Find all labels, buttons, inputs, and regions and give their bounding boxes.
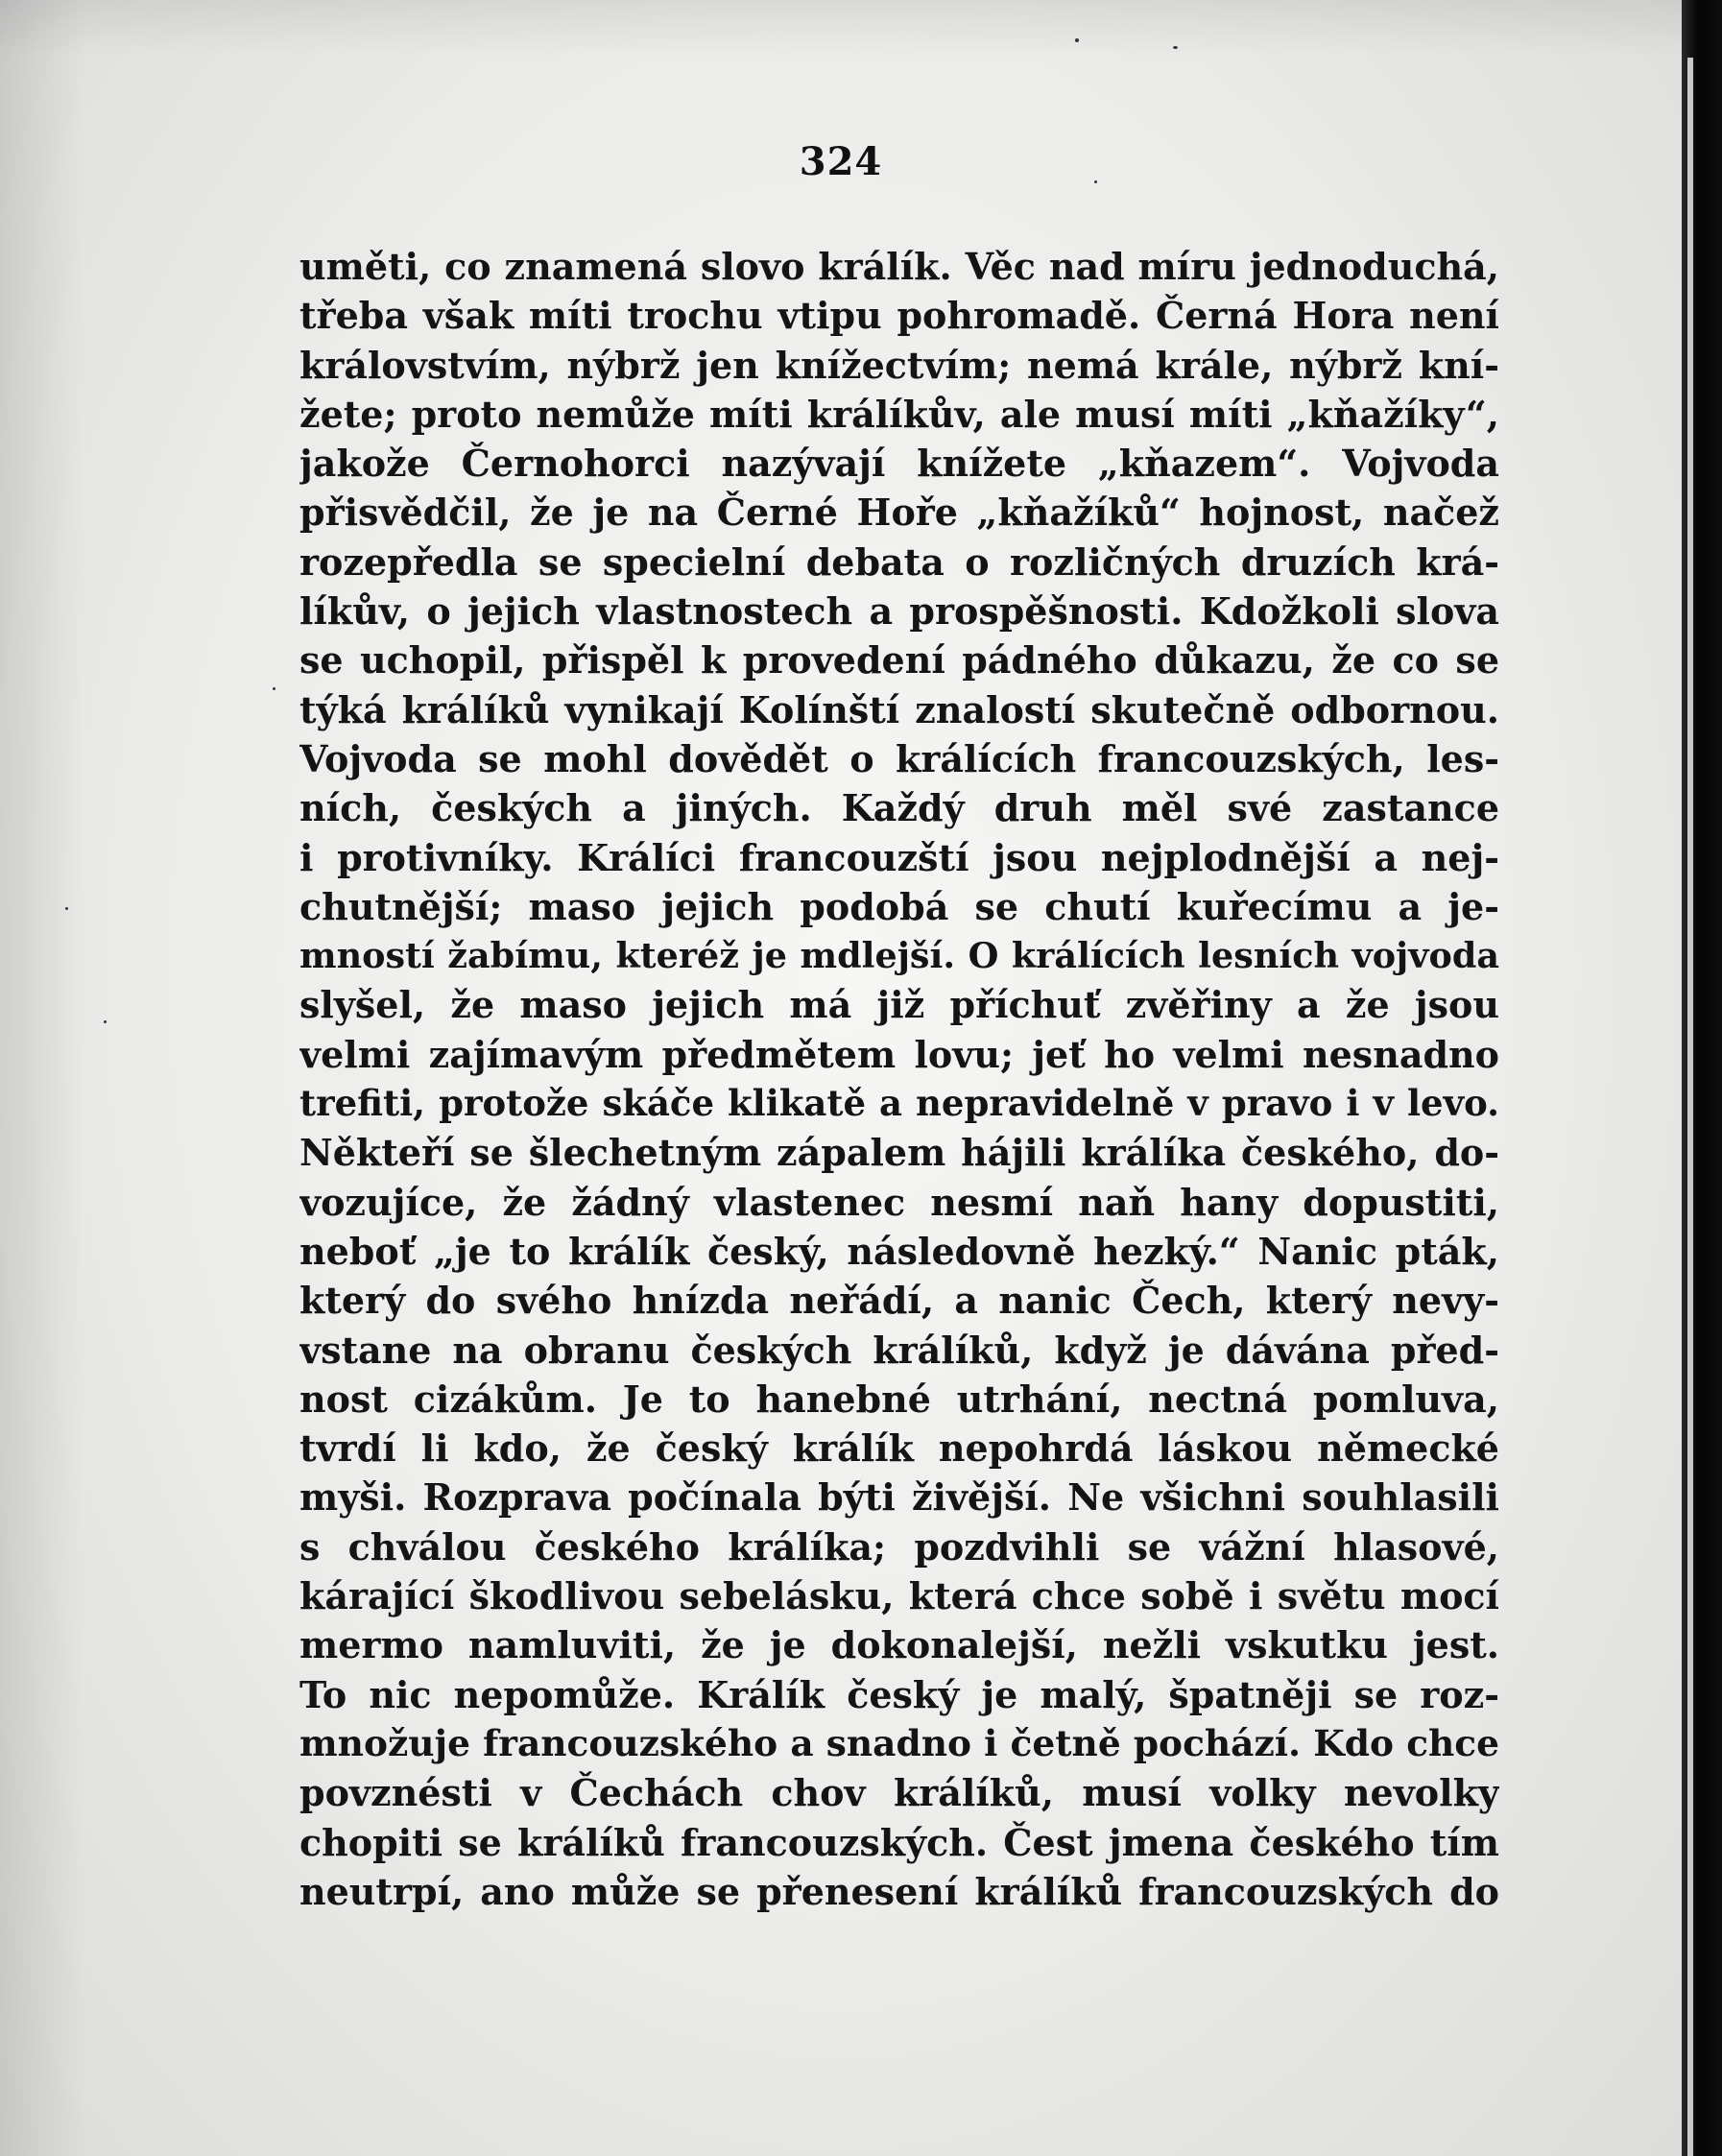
text-line: žete; proto nemůže míti králíkův, ale musí míti „kňažíky“, [299, 392, 1499, 436]
text-line: třeba však míti trochu vtipu pohromadě. Černá Hora není [299, 294, 1499, 338]
text-line: rozepředla se specielní debata o rozličných druzích krá- [299, 539, 1499, 584]
text-line: To nic nepomůže. Králík český je malý, špatněji se roz- [299, 1672, 1499, 1716]
text-line: vstane na obranu českých králíků, když je dávána před- [299, 1328, 1499, 1372]
text-line: týká králíků vynikají Kolínští znalostí skutečně odbornou. [299, 687, 1499, 731]
text-line: s chválou českého králíka; pozdvihli se vážní hlasové, [299, 1524, 1499, 1569]
text-line: uměti, co znamená slovo králík. Věc nad míru jednoduchá, [299, 245, 1499, 288]
text-line: Někteří se šlechetným zápalem hájili králíka českého, do- [299, 1131, 1499, 1175]
text-line: přisvědčil, že je na Černé Hoře „kňažíků“ hojnost, načež [299, 491, 1499, 535]
text-line: líkův, o jejich vlastnostech a prospěšnosti. Kdožkoli slova [299, 589, 1499, 634]
paper-speck [65, 907, 68, 910]
text-line: povznésti v Čechách chov králíků, musí volky nevolky [299, 1771, 1499, 1815]
text-line: množuje francouzského a snadno i četně pochází. Kdo chce [299, 1721, 1499, 1764]
text-line: trefiti, protože skáče klikatě a nepravidelně v pravo i v levo. [299, 1082, 1499, 1125]
page-number: 324 [799, 139, 883, 184]
page-gutter-line [1687, 58, 1693, 2156]
paper-speck [1173, 46, 1178, 49]
text-line: tvrdí li kdo, že český králík nepohrdá láskou německé [299, 1426, 1499, 1471]
paper-speck [1075, 38, 1079, 42]
text-line: chutnější; maso jejich podobá se chutí kuřecímu a je- [299, 884, 1499, 928]
text-line: Vojvoda se mohl dovědět o králících francouzských, les- [299, 736, 1499, 780]
paper-speck [104, 1020, 107, 1023]
text-line: který do svého hnízda neřádí, a nanic Čech, který nevy- [299, 1279, 1499, 1323]
text-line: myši. Rozprava počínala býti živější. Ne všichni souhlasili [299, 1475, 1499, 1520]
text-line: nost cizákům. Je to hanebné utrhání, nectná pomluva, [299, 1377, 1499, 1421]
text-line: mností žabímu, kteréž je mdlejší. O králících lesních vojvoda [299, 935, 1499, 977]
body-text [299, 242, 1499, 1916]
text-line: se uchopil, přispěl k provedení pádného důkazu, že co se [299, 638, 1499, 683]
text-line: slyšel, že maso jejich má již příchuť zvěřiny a že jsou [299, 983, 1499, 1027]
text-line: ních, českých a jiných. Každý druh měl své zastance [299, 786, 1499, 830]
text-line: neutrpí, ano může se přenesení králíků francouzských do [299, 1869, 1499, 1913]
page-edge-shadow [0, 0, 86, 2156]
text-line: velmi zajímavým předmětem lovu; jeť ho velmi nesnadno [299, 1032, 1499, 1076]
text-line: vozujíce, že žádný vlastenec nesmí naň hany dopustiti, [299, 1180, 1499, 1224]
text-line: jakože Černohorci nazývají knížete „kňazem“. Vojvoda [299, 442, 1499, 486]
text-line: chopiti se králíků francouzských. Čest jmena českého tím [299, 1820, 1499, 1864]
text-line: kárající škodlivou sebelásku, která chce sobě i světu mocí [299, 1574, 1499, 1618]
text-line: neboť „je to králík český, následovně hezký.“ Nanic pták, [299, 1229, 1499, 1273]
text-line: mermo namluviti, že je dokonalejší, nežli vskutku jest. [299, 1623, 1499, 1667]
text-line: i protivníky. Králíci francouzští jsou nejplodnější a nej- [299, 835, 1499, 879]
page-top-shadow [0, 0, 1682, 58]
paper-speck [273, 687, 275, 690]
text-line: královstvím, nýbrž jen knížectvím; nemá krále, nýbrž kní- [299, 343, 1499, 387]
